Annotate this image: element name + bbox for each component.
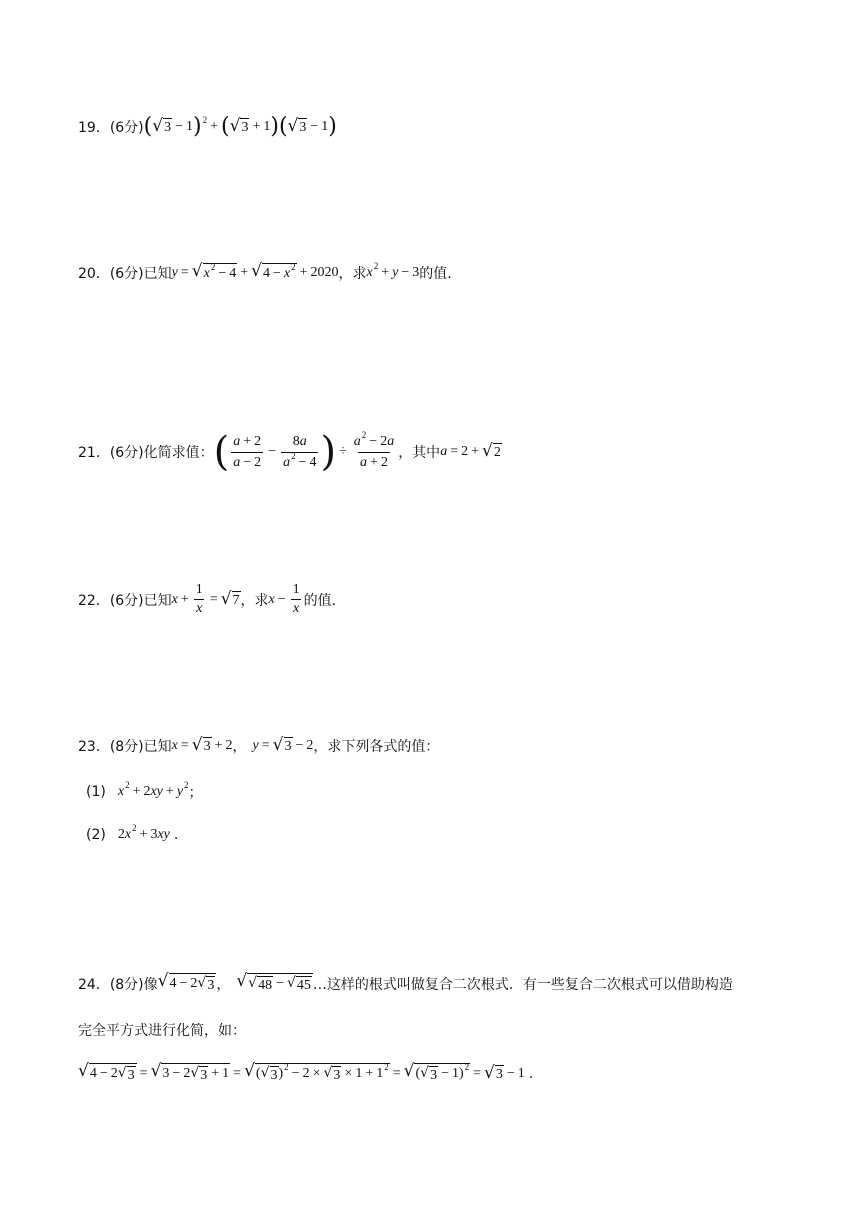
question-24-sep: ， (216, 976, 231, 993)
question-19-label: 19．(6分) (78, 120, 144, 136)
question-24-example-2: √ √ 48 − √ 45 (236, 971, 311, 993)
question-22-formula-target: x − $\frac{1}{x}$ (269, 581, 304, 618)
part-2-label: (2) (86, 827, 106, 843)
question-20-formula-target: x 2 + y − 3 (366, 261, 420, 280)
question-20-tail: 的值. (419, 266, 452, 282)
question-23-formula-x: x = √ 3 + 2 (171, 734, 233, 755)
question-19 (78, 116, 337, 138)
worked-example-formula: √ 4 − 2 √ 3 = √ 3 − 2 √ 3 + 1 = √ ( √ 3 )$^2$ − 2 × √ 3 × $1 + 1^2$ = √ ( √ 3 − 1)$^2$ = √ 3 − 1 (78, 1061, 525, 1083)
question-24-text-line-2 (78, 1020, 246, 1040)
question-24-text-1: …这样的根式叫做复合二次根式．有一些复合二次根式可以借助构造 (312, 976, 733, 993)
question-24-label: 24．(8分)像 (78, 976, 158, 993)
question-20-formula-given: y = √ $x^2 - 4$ + √ $4 - x^2$ + 2020 (171, 261, 339, 282)
question-23-sep: ， (232, 739, 247, 755)
question-24-text-2: 完全平方式进行化简，如： (78, 1023, 246, 1039)
question-24-example-1: √ 4 − 2 √ 3 (157, 971, 215, 993)
question-21-formula: ( $\frac{a + 2}{a - 2}$ − $\frac{8a}{a^2 - 4}$ ) ÷ $\frac{a^2 - 2a}{a + 2}$ (213, 429, 395, 475)
question-19-formula: ( √ 3 − 1 ) 2 + ( √ 3 + 1 ) ( √ 3 − 1 ) (143, 114, 337, 139)
part-1-end: ； (188, 785, 203, 801)
question-22-formula-given: x + $\frac{1}{x}$ = √ 7 (172, 581, 241, 618)
question-22-mid: ，求 (240, 592, 269, 609)
question-23-formula-y: y = √ 3 − 2 (252, 734, 314, 755)
question-20 (78, 263, 452, 283)
question-22-label: 22．(6分)已知 (78, 592, 172, 609)
question-24-worked-example (78, 1063, 533, 1084)
question-21-label: 21．(6分)化简求值： (78, 445, 214, 461)
question-23 (78, 736, 439, 756)
part-1-formula: x 2 + 2 xy + y 2 (117, 780, 189, 799)
question-21-condition: a = 2 + √ 2 (440, 440, 501, 461)
question-22 (78, 581, 336, 618)
question-21 (78, 429, 502, 475)
part-1-label: (1) (86, 784, 106, 800)
question-23-part-1 (86, 782, 203, 802)
question-20-mid: ，求 (338, 266, 367, 282)
question-23-label: 23．(8分)已知 (78, 739, 172, 755)
part-2-end: . (173, 827, 179, 843)
question-23-part-2 (86, 823, 179, 843)
worked-example-end: . (528, 1065, 534, 1082)
question-21-mid: ，其中 (398, 445, 441, 461)
part-2-formula: 2 x 2 + 3 xy (117, 823, 170, 842)
question-20-label: 20．(6分)已知 (78, 266, 172, 282)
question-23-mid: ，求下列各式的值： (313, 739, 440, 755)
question-24 (78, 973, 733, 994)
question-22-tail: 的值. (303, 592, 337, 609)
